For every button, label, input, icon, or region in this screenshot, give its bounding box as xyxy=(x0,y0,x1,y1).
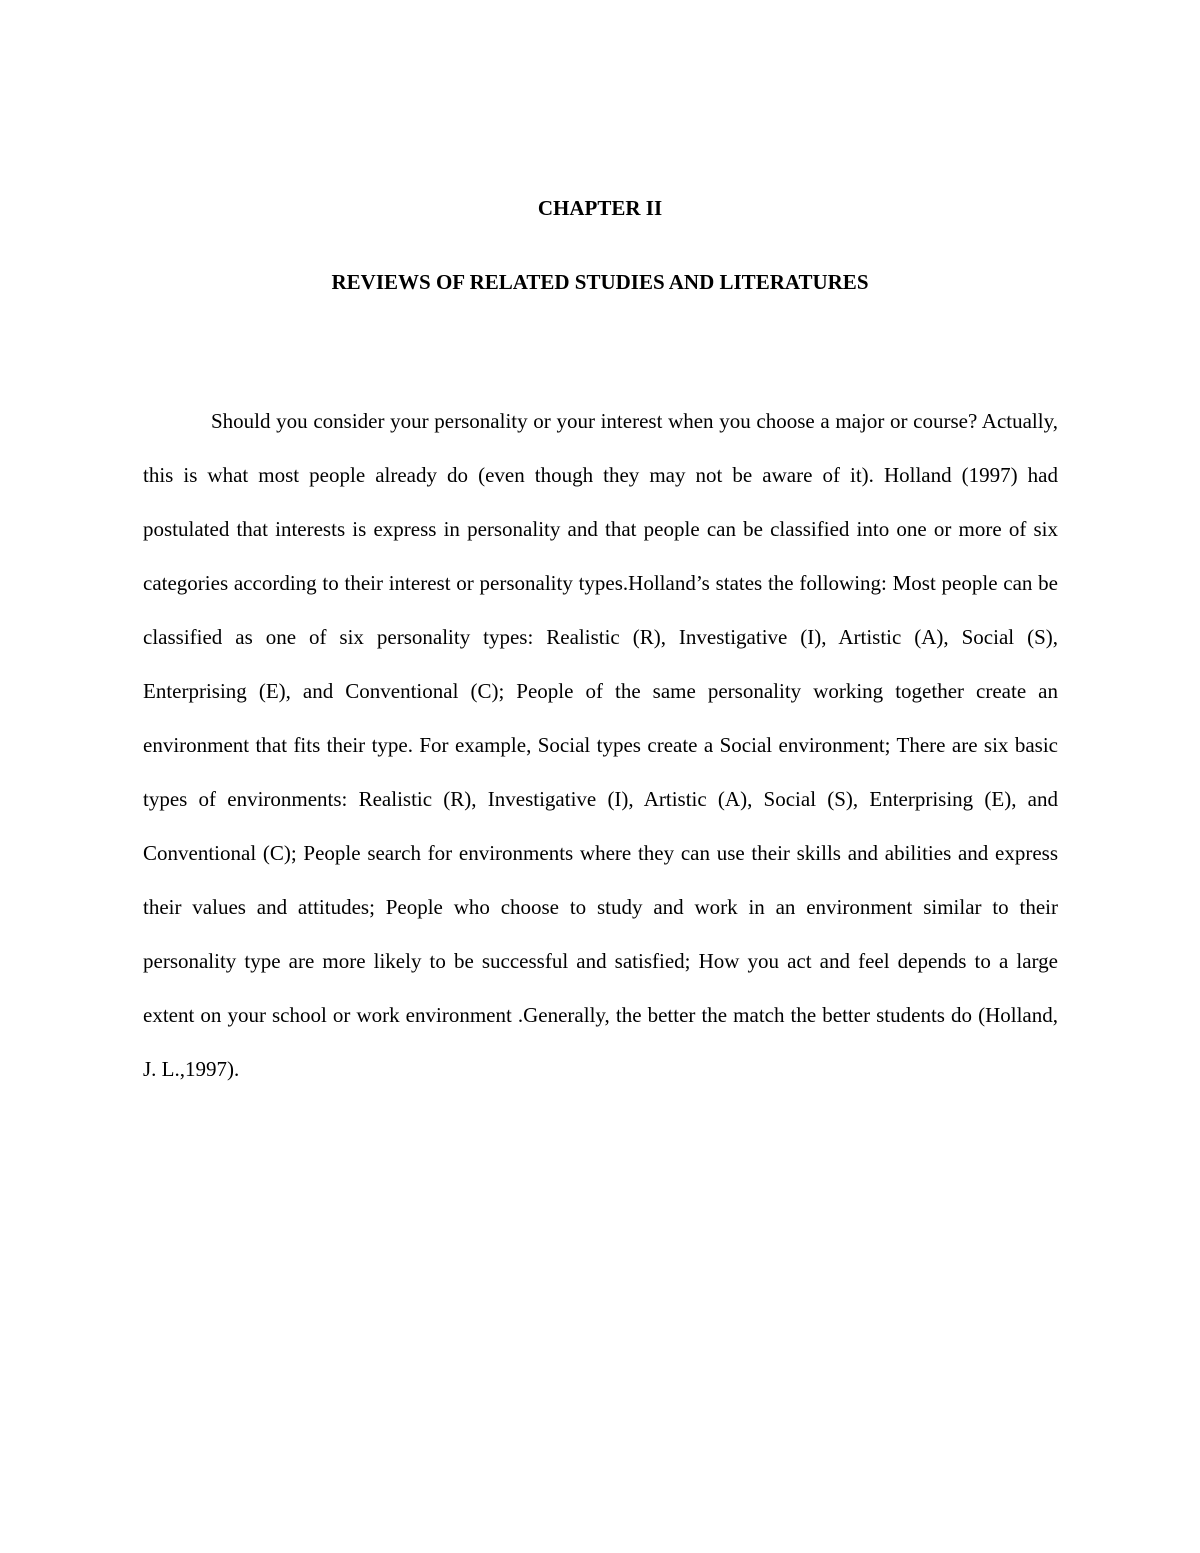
body-paragraph: Should you consider your personality or your interest when you choose a major or course? Actually, this is what most people already do (even though they may not be aware of it). Holland (1997) had postulated that interests is express in personality and that people can be classified into one or more of six categories according to their interest or personality types.Holland’s states the following: Most people can be classified as one of six personality types: Realistic (R), Investigative (I), Artistic (A), Social (S), Enterprising (E), and Conventional (C); People of the same personality working together create an environment that fits their type. For example, Social types create a Social environment; There are six basic types of environments: Realistic (R), Investigative (I), Artistic (A), Social (S), Enterprising (E), and Conventional (C); People search for environments where they can use their skills and abilities and express their values and attitudes; People who choose to study and work in an environment similar to their personality type are more likely to be successful and satisfied; How you act and feel depends to a large extent on your school or work environment .Generally, the better the match the better students do (Holland, J. L.,1997). xyxy=(143,409,1058,1081)
chapter-title-heading: REVIEWS OF RELATED STUDIES AND LITERATURES xyxy=(331,270,869,294)
chapter-number-heading: CHAPTER II xyxy=(537,196,663,220)
